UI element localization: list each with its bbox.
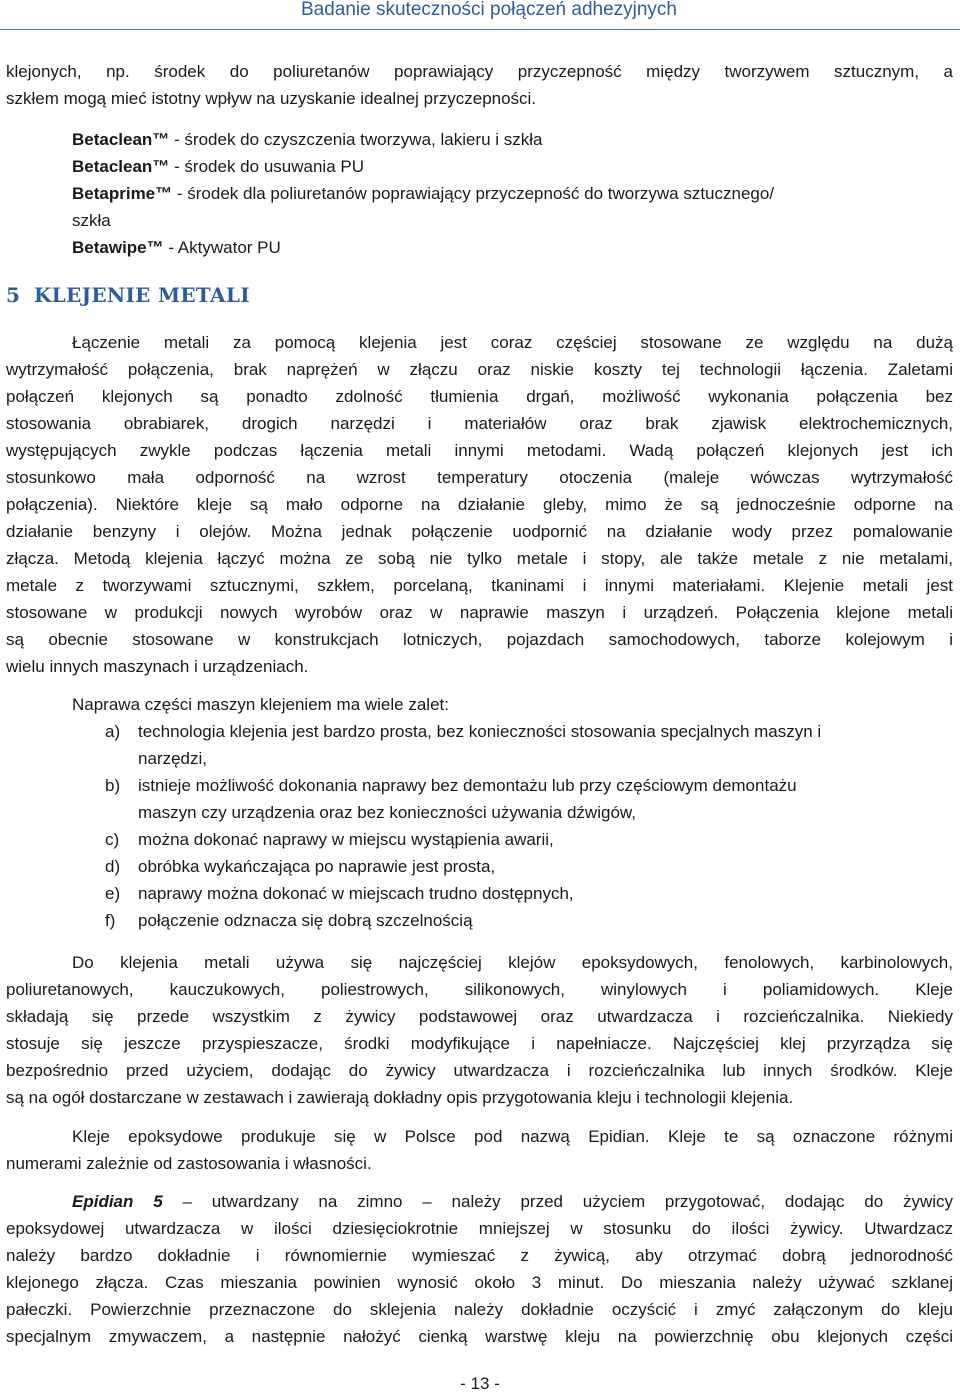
- text-line: składają się przede wszystkim z żywicy podstawowej oraz utwardzacza i rozcieńczalnika. Niekiedy: [6, 1007, 953, 1026]
- list-intro: [72, 691, 952, 718]
- product-item: [72, 207, 932, 234]
- product-desc: - środek do usuwania PU: [169, 157, 364, 176]
- text-line: narzędzi,: [138, 749, 207, 768]
- list-marker: d): [105, 857, 121, 876]
- text-line: połączenia). Niektóre kleje są mało odporne na działanie gleby, mimo że są jednocześnie odporne na: [6, 495, 953, 514]
- text-line: numerami zależnie od zastosowania i własności.: [6, 1154, 372, 1173]
- text-line: maszyn czy urządzenia oraz bez konieczności używania dźwigów,: [138, 803, 636, 822]
- text-line: specjalnym zmywaczem, a następnie nałożyć cienką warstwę kleju na powierzchnię obu klejonych części: [6, 1327, 953, 1346]
- text-line: Naprawa części maszyn klejeniem ma wiele zalet:: [72, 695, 449, 714]
- text-line: stosuje się jeszcze przyspieszacze, środki modyfikujące i napełniacze. Najczęściej klej przyrządza się: [6, 1034, 953, 1053]
- text-line: wytrzymałość połączenia, brak naprężeń w złączu oraz niskie koszty tej technologii łączenia. Zaletami: [6, 360, 953, 379]
- product-desc: - Aktywator PU: [163, 238, 281, 257]
- text-line: stosowane w produkcji nowych wyrobów oraz w naprawie maszyn i urządzeń. Połączenia klejone metali: [6, 603, 953, 622]
- page-number: - 13 -: [460, 1374, 500, 1393]
- text-line: metale z tworzywami sztucznymi, szkłem, porcelaną, tkaninami i innymi materiałami. Klejenie metali jest: [6, 576, 953, 595]
- product-item: [72, 153, 932, 180]
- section-title: KLEJENIE METALI: [34, 283, 250, 307]
- text-line: klejonych, np. środek do poliuretanów poprawiający przyczepność między tworzywem sztucznym, a: [6, 62, 953, 81]
- paragraph-3: [6, 1123, 953, 1177]
- text-line: epoksydowej utwardzacza w ilości dziesięciokrotnie mniejszej w stosunku do ilości żywicy. Utwardzacz: [6, 1219, 953, 1238]
- text-line: połączenie odznacza się dobrą szczelnością: [138, 911, 473, 930]
- paragraph-1: [6, 329, 953, 680]
- text-line: pałeczki. Powierzchnie przeznaczone do sklejenia należy dokładnie oczyścić i zmyć załączonym do kleju: [6, 1300, 953, 1319]
- list-item: [105, 853, 955, 880]
- product-item: [72, 126, 932, 153]
- list-marker: b): [105, 776, 121, 795]
- text-line: złącza. Metodą klejenia łączyć można ze sobą nie tylko metale i stopy, ale także metale z nie metalami,: [6, 549, 953, 568]
- text-line: działanie benzyny i olejów. Można jednak połączenie uodpornić na działanie wody przez pomalowanie: [6, 522, 953, 541]
- section-number: 5: [6, 283, 21, 307]
- text-line: klejonego złącza. Czas mieszania powinien wynosić około 3 minut. Do mieszania należy używać szklanej: [6, 1273, 953, 1292]
- text-line: występujących zwykle podczas łączenia metali innymi metodami. Wadą połączeń klejonych jest ich: [6, 441, 953, 460]
- text-line: Do klejenia metali używa się najczęściej klejów epoksydowych, fenolowych, karbinolowych,: [72, 953, 953, 972]
- product-desc: - środek do czyszczenia tworzywa, lakieru i szkła: [169, 130, 543, 149]
- advantages-list: [105, 718, 955, 934]
- product-item: [72, 180, 932, 207]
- text-line: połączeń klejonych są ponadto zdolność tłumienia drgań, możliwość wykonania połączenia bez: [6, 387, 953, 406]
- running-header: Badanie skuteczności połączeń adhezyjnych: [300, 0, 677, 20]
- text-line: stosowania obrabiarek, drogich narzędzi i materiałów oraz brak zjawisk elektrochemicznych,: [6, 414, 953, 433]
- text-line: stosunkowo mała odporność na wzrost temperatury otoczenia (maleje wówczas wytrzymałość: [6, 468, 953, 487]
- text-line: są na ogół dostarczane w zestawach i zawierają dokładny opis przygotowania kleju i technologii klejenia.: [6, 1088, 794, 1107]
- product-name: Betaprime™: [72, 184, 173, 203]
- list-item: [105, 772, 955, 826]
- text-line: Łączenie metali za pomocą klejenia jest coraz częściej stosowane ze względu na dużą: [72, 333, 953, 352]
- product-name: Betawipe™: [72, 238, 164, 257]
- product-name: Betaclean™: [72, 157, 170, 176]
- paragraph-4: [6, 1188, 953, 1350]
- text-line: wielu innych maszynach i urządzeniach.: [6, 657, 309, 676]
- list-marker: c): [105, 830, 120, 849]
- product-desc: szkła: [72, 211, 111, 230]
- text-line: poliuretanowych, kauczukowych, poliestrowych, silikonowych, winylowych i poliamidowych. Kleje: [6, 980, 953, 999]
- list-item: [105, 907, 955, 934]
- text-line: są obecnie stosowane w konstrukcjach lotniczych, pojazdach samochodowych, taborze kolejowym i: [6, 630, 953, 649]
- intro-paragraph: [6, 58, 953, 112]
- product-name: Betaclean™: [72, 130, 170, 149]
- product-item: [72, 234, 932, 261]
- text-line: technologia klejenia jest bardzo prosta, bez konieczności stosowania specjalnych maszyn i: [138, 722, 822, 741]
- text-line: można dokonać naprawy w miejscu wystąpienia awarii,: [138, 830, 554, 849]
- product-desc: - środek dla poliuretanów poprawiający przyczepność do tworzywa sztucznego/: [172, 184, 775, 203]
- text-line: szkłem mogą mieć istotny wpływ na uzyskanie idealnej przyczepności.: [6, 89, 537, 108]
- section-heading: [6, 283, 250, 307]
- header-rule: [0, 29, 960, 30]
- text-fragment: – utwardzany na zimno – należy przed użyciem przygotować, dodając do żywicy: [162, 1192, 953, 1211]
- paragraph-2: [6, 949, 953, 1111]
- list-marker: e): [105, 884, 121, 903]
- list-item: [105, 826, 955, 853]
- text-line: istnieje możliwość dokonania naprawy bez demontażu lub przy częściowym demontażu: [138, 776, 797, 795]
- text-line: należy bardzo dokładnie i równomiernie wymieszać z żywicą, aby otrzymać dobrą jednorodność: [6, 1246, 953, 1265]
- product-lead: Epidian 5: [72, 1192, 163, 1211]
- text-line: Kleje epoksydowe produkuje się w Polsce pod nazwą Epidian. Kleje te są oznaczone różnymi: [72, 1127, 953, 1146]
- product-list: [72, 126, 932, 261]
- list-marker: a): [105, 722, 121, 741]
- text-line: [6, 1188, 953, 1215]
- list-item: [105, 880, 955, 907]
- text-line: bezpośrednio przed użyciem, dodając do żywicy utwardzacza i rozcieńczalnika lub innych środków. Kleje: [6, 1061, 953, 1080]
- text-line: obróbka wykańczająca po naprawie jest prosta,: [138, 857, 496, 876]
- list-marker: f): [105, 911, 116, 930]
- list-item: [105, 718, 955, 772]
- text-line: naprawy można dokonać w miejscach trudno dostępnych,: [138, 884, 574, 903]
